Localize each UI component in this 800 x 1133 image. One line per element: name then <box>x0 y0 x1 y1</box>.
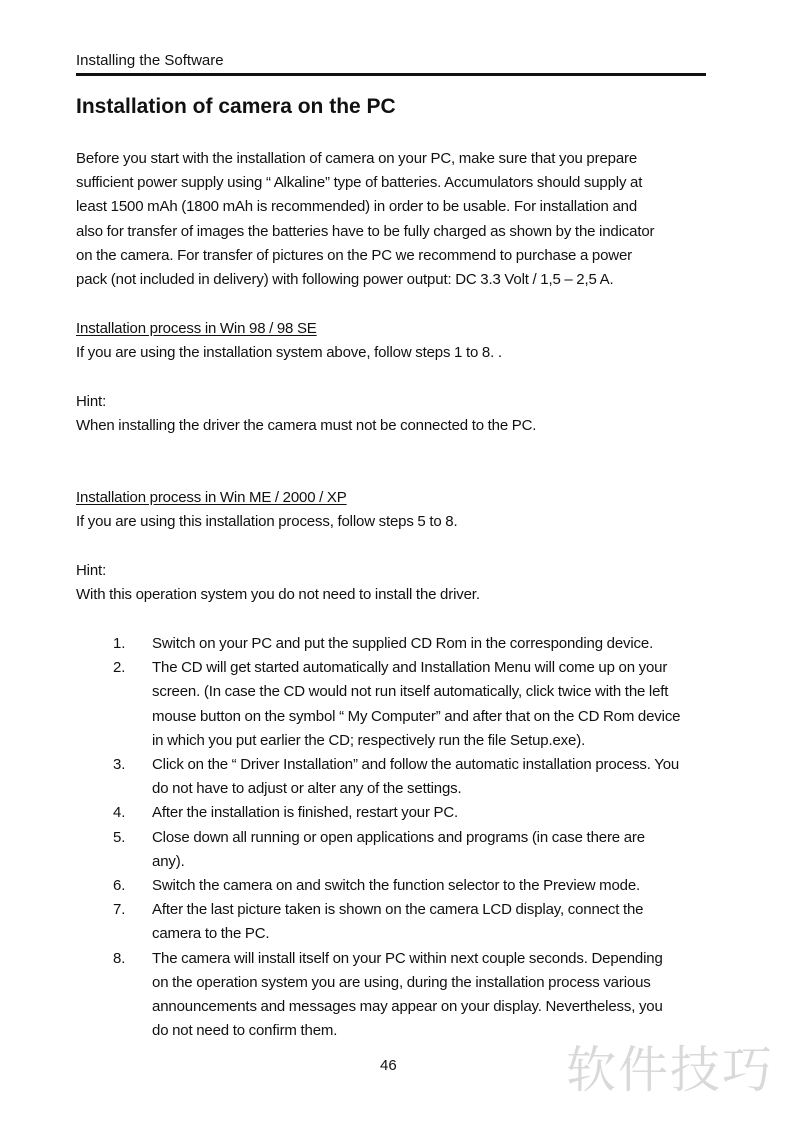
step-item <box>113 947 713 1044</box>
hint-text: With this operation system you do not need to install the driver. <box>76 586 480 604</box>
hint-winme-2000-xp <box>76 559 716 607</box>
section-win98 <box>76 317 716 365</box>
step-text <box>152 656 713 753</box>
page-title: Installation of camera on the PC <box>76 95 396 118</box>
step-number: 2. <box>113 659 126 677</box>
step-number: 6. <box>113 877 126 895</box>
intro-line: also for transfer of images the batteries have to be fully charged as shown by the indicator <box>76 222 655 240</box>
step-item <box>113 898 713 946</box>
step-line: mouse button on the symbol “ My Computer” and after that on the CD Rom device <box>152 707 681 725</box>
step-item <box>113 801 713 825</box>
running-header: Installing the Software <box>76 52 224 69</box>
step-line: announcements and messages may appear on your display. Nevertheless, you <box>152 998 663 1016</box>
step-line: The camera will install itself on your PC within next couple seconds. Depending <box>152 949 663 967</box>
section-heading: Installation process in Win ME / 2000 / XP <box>76 489 347 506</box>
page-number: 46 <box>380 1057 397 1074</box>
intro-line: least 1500 mAh (1800 mAh is recommended) in order to be usable. For installation and <box>76 198 638 216</box>
hint-text: When installing the driver the camera must not be connected to the PC. <box>76 417 537 435</box>
header-divider <box>76 73 706 76</box>
step-number: 4. <box>113 804 126 822</box>
intro-line: pack (not included in delivery) with following power output: DC 3.3 Volt / 1,5 – 2,5 A. <box>76 271 614 289</box>
step-line: do not have to adjust or alter any of the settings. <box>152 780 462 798</box>
step-text <box>152 801 713 825</box>
step-item <box>113 753 713 801</box>
step-number: 7. <box>113 901 126 919</box>
step-item <box>113 874 713 898</box>
section-winme-2000-xp <box>76 486 716 534</box>
section-text: If you are using this installation process, follow steps 5 to 8. <box>76 513 458 531</box>
step-line: in which you put earlier the CD; respectively run the file Setup.exe). <box>152 731 586 749</box>
step-line: The CD will get started automatically and Installation Menu will come up on your <box>152 659 668 677</box>
step-line: screen. (In case the CD would not run itself automatically, click twice with the left <box>152 683 669 701</box>
step-text <box>152 826 713 874</box>
step-line: Switch on your PC and put the supplied CD Rom in the corresponding device. <box>152 635 654 652</box>
step-line: on the operation system you are using, during the installation process various <box>152 973 651 991</box>
step-text <box>152 898 713 946</box>
step-line: do not need to confirm them. <box>152 1022 338 1040</box>
intro-line: Before you start with the installation of camera on your PC, make sure that you prepare <box>76 150 638 167</box>
step-text <box>152 874 713 898</box>
step-line: After the last picture taken is shown on the camera LCD display, connect the <box>152 901 644 919</box>
intro-line: on the camera. For transfer of pictures on the PC we recommend to purchase a power <box>76 246 632 264</box>
installation-steps-list <box>113 632 713 1043</box>
step-number: 3. <box>113 756 126 774</box>
step-item <box>113 632 713 656</box>
step-number: 1. <box>113 635 126 652</box>
intro-line: sufficient power supply using “ Alkaline” type of batteries. Accumulators should supply at <box>76 174 643 192</box>
step-line: Switch the camera on and switch the function selector to the Preview mode. <box>152 877 641 895</box>
step-number: 5. <box>113 828 126 846</box>
step-text <box>152 632 713 656</box>
section-heading: Installation process in Win 98 / 98 SE <box>76 320 317 337</box>
hint-label: Hint: <box>76 562 107 579</box>
intro-paragraph <box>76 147 711 292</box>
step-text <box>152 753 713 801</box>
hint-win98 <box>76 390 716 438</box>
hint-label: Hint: <box>76 393 107 410</box>
step-line: Close down all running or open applications and programs (in case there are <box>152 828 645 846</box>
step-line: any). <box>152 852 185 870</box>
step-line: Click on the “ Driver Installation” and follow the automatic installation process. You <box>152 756 680 774</box>
step-item <box>113 656 713 753</box>
step-text <box>152 947 713 1044</box>
step-number: 8. <box>113 949 126 967</box>
step-line: camera to the PC. <box>152 925 270 943</box>
section-text: If you are using the installation system above, follow steps 1 to 8. . <box>76 344 502 362</box>
step-item <box>113 826 713 874</box>
watermark: 软件技巧 <box>566 1041 774 1099</box>
step-line: After the installation is finished, restart your PC. <box>152 804 459 822</box>
